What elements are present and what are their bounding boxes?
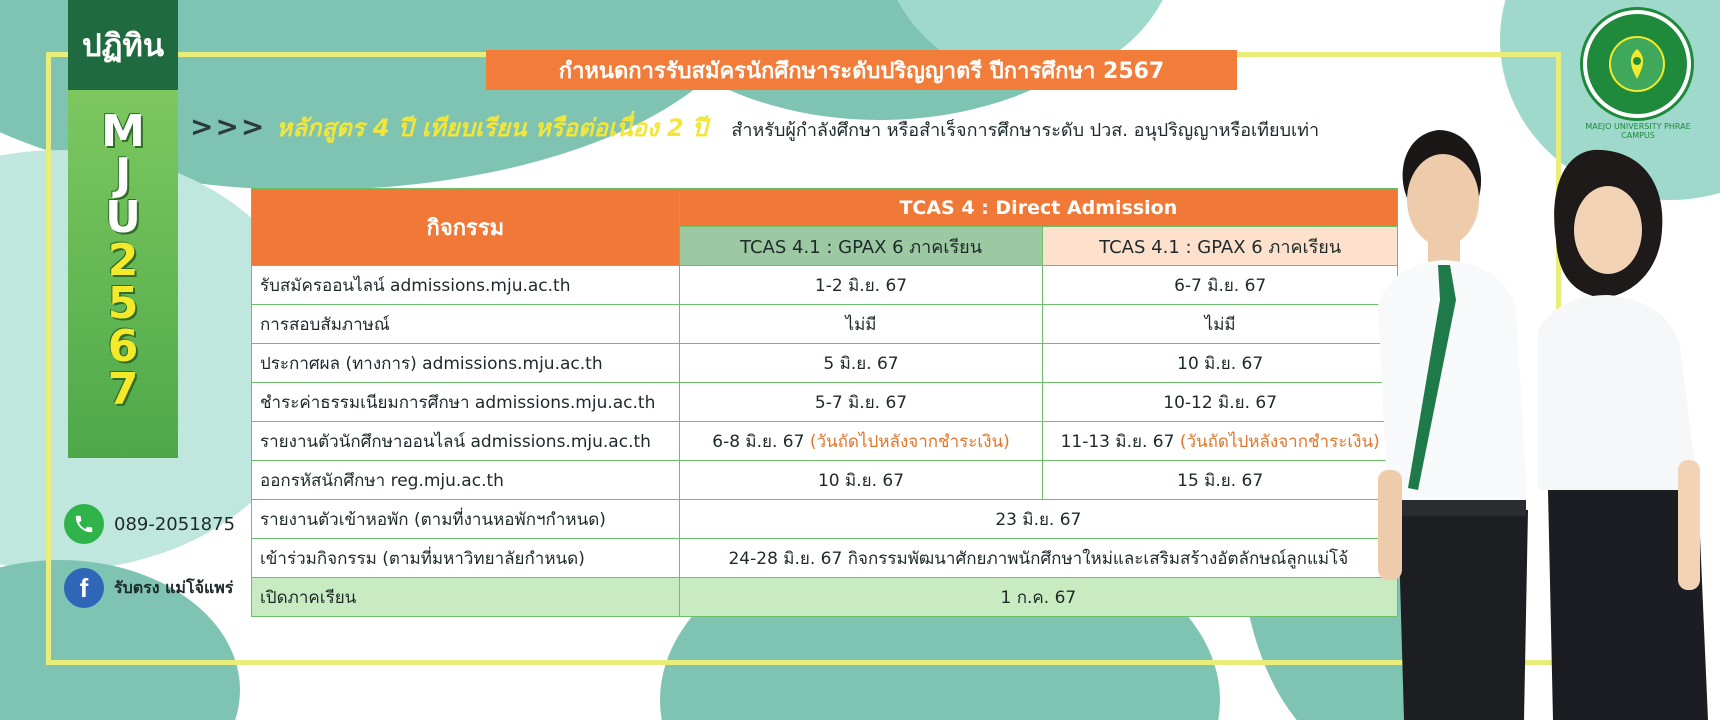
tcas-group-header: TCAS 4 : Direct Admission <box>679 189 1397 227</box>
year-digit: 7 <box>107 364 139 415</box>
year-digit: 6 <box>107 321 139 372</box>
calendar-label: ปฏิทิน <box>68 0 178 90</box>
female-student-icon <box>1538 150 1708 720</box>
date-cell <box>679 422 1043 461</box>
facebook-page-name: รับตรง แม่โจ้แพร่ <box>114 577 234 597</box>
facebook-icon: f <box>64 568 104 608</box>
date-cell: ไม่มี <box>1043 305 1398 344</box>
date-note: (วันถัดไปหลังจากชำระเงิน) <box>1179 431 1380 452</box>
table-row <box>252 305 1398 344</box>
date-text: 6-8 มิ.ย. 67 <box>712 431 805 452</box>
date-cell: 5 มิ.ย. 67 <box>679 344 1043 383</box>
students-photo <box>1378 130 1720 720</box>
phone-icon <box>64 504 104 544</box>
date-cell: 10 มิ.ย. 67 <box>679 461 1043 500</box>
tcas-round-header-2: TCAS 4.1 : GPAX 6 ภาคเรียน <box>1043 227 1398 266</box>
year-digit: 5 <box>107 278 139 329</box>
table-header-row <box>252 189 1398 227</box>
university-logo <box>1583 10 1691 118</box>
year-digit: 2 <box>107 235 139 286</box>
phone-contact <box>64 504 235 544</box>
table-row <box>252 500 1398 539</box>
logo-emblem-icon <box>1609 36 1665 92</box>
logo-caption: MAEJO UNIVERSITY PHRAE CAMPUS <box>1585 122 1691 140</box>
activity-cell: รายงานตัวเข้าหอพัก (ตามที่งานหอพักฯกำหนด) <box>252 500 680 539</box>
tcas-round-header-1: TCAS 4.1 : GPAX 6 ภาคเรียน <box>679 227 1043 266</box>
date-note: (วันถัดไปหลังจากชำระเงิน) <box>809 431 1010 452</box>
date-cell: 10-12 มิ.ย. 67 <box>1043 383 1398 422</box>
activity-cell: รายงานตัวนักศึกษาออนไลน์ admissions.mju.ac.th <box>252 422 680 461</box>
table-row <box>252 344 1398 383</box>
activity-cell: รับสมัครออนไลน์ admissions.mju.ac.th <box>252 266 680 305</box>
schedule-table <box>251 188 1398 617</box>
mju-letter: U <box>105 192 141 243</box>
activity-cell: เข้าร่วมกิจกรรม (ตามที่มหาวิทยาลัยกำหนด) <box>252 539 680 578</box>
mju-year-strip <box>68 90 178 458</box>
activity-cell: การสอบสัมภาษณ์ <box>252 305 680 344</box>
mju-letter: M <box>101 106 145 157</box>
mju-letter: J <box>114 149 132 200</box>
activity-cell: เปิดภาคเรียน <box>252 578 680 617</box>
date-cell: 1-2 มิ.ย. 67 <box>679 266 1043 305</box>
date-cell: 6-7 มิ.ย. 67 <box>1043 266 1398 305</box>
table-row <box>252 422 1398 461</box>
merged-date-cell: 1 ก.ค. 67 <box>679 578 1397 617</box>
activity-column-header: กิจกรรม <box>252 189 680 266</box>
table-row <box>252 461 1398 500</box>
page-title: กำหนดการรับสมัครนักศึกษาระดับปริญญาตรี ปีการศึกษา 2567 <box>486 50 1237 90</box>
activity-cell: ชำระค่าธรรมเนียมการศึกษา admissions.mju.ac.th <box>252 383 680 422</box>
date-cell: 10 มิ.ย. 67 <box>1043 344 1398 383</box>
date-cell <box>1043 422 1398 461</box>
program-eligibility: สำหรับผู้กำลังศึกษา หรือสำเร็จการศึกษาระดับ ปวส. อนุปริญญาหรือเทียบเท่า <box>731 120 1320 141</box>
date-cell: ไม่มี <box>679 305 1043 344</box>
date-text: 11-13 มิ.ย. 67 <box>1060 431 1175 452</box>
activity-cell: ประกาศผล (ทางการ) admissions.mju.ac.th <box>252 344 680 383</box>
activity-cell: ออกรหัสนักศึกษา reg.mju.ac.th <box>252 461 680 500</box>
male-student-icon <box>1378 130 1528 720</box>
merged-date-cell: 24-28 มิ.ย. 67 กิจกรรมพัฒนาศักยภาพนักศึกษาใหม่และเสริมสร้างอัตลักษณ์ลูกแม่โจ้ <box>679 539 1397 578</box>
chevrons-icon: >>> <box>190 110 267 143</box>
program-line <box>190 108 1319 147</box>
date-cell: 15 มิ.ย. 67 <box>1043 461 1398 500</box>
program-highlight: หลักสูตร 4 ปี เทียบเรียน หรือต่อเนื่อง 2 ปี <box>276 114 708 142</box>
table-row <box>252 266 1398 305</box>
date-cell: 5-7 มิ.ย. 67 <box>679 383 1043 422</box>
merged-date-cell: 23 มิ.ย. 67 <box>679 500 1397 539</box>
table-row <box>252 539 1398 578</box>
table-row <box>252 578 1398 617</box>
phone-number: 089-2051875 <box>114 513 236 535</box>
table-row <box>252 383 1398 422</box>
facebook-contact <box>64 568 233 608</box>
